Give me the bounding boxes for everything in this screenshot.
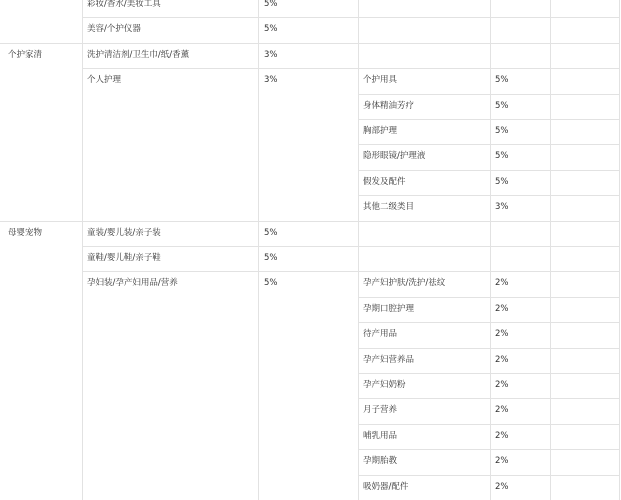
row-divider — [358, 119, 619, 120]
row-divider — [358, 195, 619, 196]
row-divider — [358, 271, 619, 272]
level3-rate-cell: 2% — [495, 431, 509, 441]
level2-category-cell: 个人护理 — [87, 75, 122, 85]
level2-rate-cell: 3% — [264, 75, 278, 85]
row-divider — [82, 271, 358, 272]
column-divider — [82, 0, 83, 500]
level2-category-cell: 洗护清洁剂/卫生巾/纸/香薰 — [87, 50, 190, 60]
row-divider — [358, 221, 619, 222]
level3-rate-cell: 2% — [495, 329, 509, 339]
row-divider — [82, 68, 358, 69]
column-divider — [550, 0, 551, 500]
row-divider — [358, 43, 619, 44]
level2-category-cell: 孕妇装/孕产妇用品/营养 — [87, 278, 178, 288]
level3-category-cell: 待产用品 — [363, 329, 398, 339]
row-divider — [358, 398, 619, 399]
row-divider — [358, 424, 619, 425]
row-divider — [358, 373, 619, 374]
level3-category-cell: 身体精油芳疗 — [363, 101, 415, 111]
level3-rate-cell: 2% — [495, 482, 509, 492]
level3-rate-cell: 2% — [495, 380, 509, 390]
row-divider — [82, 17, 358, 18]
level3-rate-cell: 2% — [495, 456, 509, 466]
level3-category-cell: 孕产妇护肤/洗护/祛纹 — [363, 278, 446, 288]
level2-category-cell: 美容/个护仪器 — [87, 24, 141, 34]
level1-category-cell: 个护家清 — [8, 50, 43, 60]
row-divider — [358, 475, 619, 476]
row-divider — [358, 449, 619, 450]
level3-category-cell: 胸部护理 — [363, 126, 398, 136]
level3-category-cell: 吸奶器/配件 — [363, 482, 409, 492]
level3-rate-cell: 2% — [495, 278, 509, 288]
level2-rate-cell: 5% — [264, 253, 278, 263]
row-divider — [358, 246, 619, 247]
level3-rate-cell: 5% — [495, 151, 509, 161]
row-divider — [0, 43, 82, 44]
level3-rate-cell: 3% — [495, 202, 509, 212]
level3-category-cell: 假发及配件 — [363, 177, 406, 187]
level2-rate-cell: 5% — [264, 0, 278, 9]
level3-rate-cell: 2% — [495, 304, 509, 314]
level2-rate-cell: 5% — [264, 278, 278, 288]
level3-category-cell: 孕产妇奶粉 — [363, 380, 406, 390]
row-divider — [358, 322, 619, 323]
level1-category-cell: 母婴宠物 — [8, 228, 43, 238]
level3-category-cell: 个护用具 — [363, 75, 398, 85]
column-divider — [358, 0, 359, 500]
row-divider — [82, 246, 358, 247]
row-divider — [358, 297, 619, 298]
level2-rate-cell: 5% — [264, 228, 278, 238]
row-divider — [358, 170, 619, 171]
level3-rate-cell: 5% — [495, 101, 509, 111]
level2-category-cell: 童装/婴儿装/亲子装 — [87, 228, 161, 238]
row-divider — [358, 144, 619, 145]
level3-rate-cell: 5% — [495, 126, 509, 136]
row-divider — [358, 348, 619, 349]
level3-rate-cell: 5% — [495, 75, 509, 85]
level3-category-cell: 月子营养 — [363, 405, 398, 415]
row-divider — [358, 68, 619, 69]
level3-category-cell: 孕产妇营养品 — [363, 355, 415, 365]
level2-rate-cell: 5% — [264, 24, 278, 34]
row-divider — [82, 221, 358, 222]
column-divider — [619, 0, 620, 500]
level2-category-cell: 彩妆/香水/美妆工具 — [87, 0, 161, 9]
level2-rate-cell: 3% — [264, 50, 278, 60]
level3-category-cell: 孕期口腔护理 — [363, 304, 415, 314]
row-divider — [0, 221, 82, 222]
level3-rate-cell: 2% — [495, 355, 509, 365]
column-divider — [490, 0, 491, 500]
row-divider — [358, 17, 619, 18]
row-divider — [358, 94, 619, 95]
level3-category-cell: 孕期胎教 — [363, 456, 398, 466]
level3-category-cell: 隐形眼镜/护理液 — [363, 151, 426, 161]
row-divider — [82, 43, 358, 44]
column-divider — [258, 0, 259, 500]
level3-rate-cell: 2% — [495, 405, 509, 415]
level2-category-cell: 童鞋/婴儿鞋/亲子鞋 — [87, 253, 161, 263]
level3-category-cell: 其他二级类目 — [363, 202, 415, 212]
level3-category-cell: 哺乳用品 — [363, 431, 398, 441]
level3-rate-cell: 5% — [495, 177, 509, 187]
